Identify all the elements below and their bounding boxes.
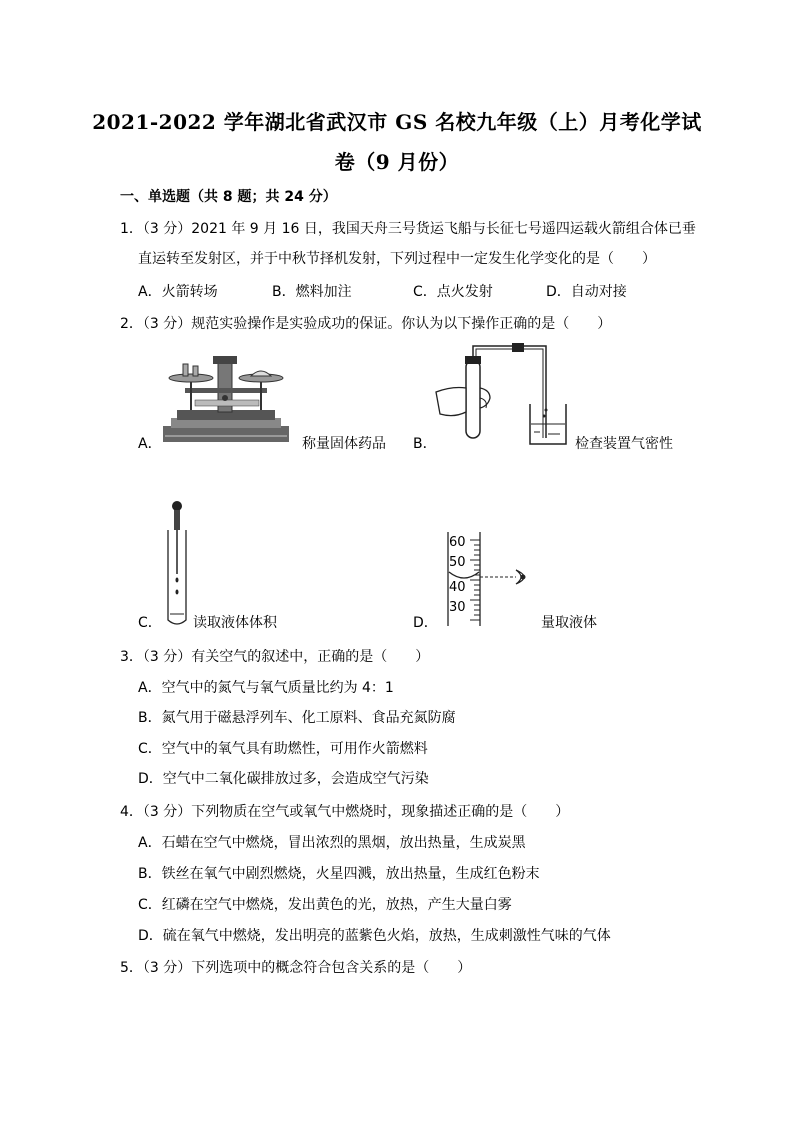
exam-title-line1: 2021-2022 学年湖北省武汉市 GS 名校九年级（上）月考化学试 (92, 110, 702, 134)
q1-option-a: A．火箭转场 (138, 284, 218, 300)
q4-option-c: C．红磷在空气中燃烧，发出黄色的光，放热，产生大量白雾 (138, 897, 512, 913)
q2-option-a-caption: 称量固体药品 (302, 436, 386, 452)
q3-option-d: D．空气中二氧化碳排放过多，会造成空气污染 (138, 771, 429, 787)
scale-label-50: 50 (449, 555, 466, 570)
scale-label-40: 40 (449, 580, 466, 595)
q2-stem: 2．（3 分）规范实验操作是实验成功的保证。你认为以下操作正确的是（ ） (120, 316, 612, 332)
exam-title-line2: 卷（9 月份） (334, 150, 460, 174)
q3-option-a: A．空气中的氮气与氧气质量比约为 4：1 (138, 680, 394, 696)
q5-stem: 5．（3 分）下列选项中的概念符合包含关系的是（ ） (120, 960, 472, 976)
q2-option-a-label: A． (138, 436, 162, 452)
balance-figure (155, 352, 295, 448)
q2-option-b-label: B． (413, 436, 437, 452)
dropper-tube-figure (162, 500, 192, 630)
q1-stem-line1: 1．（3 分）2021 年 9 月 16 日，我国天舟三号货运飞船与长征七号遥四运载火箭组合体已垂 (120, 221, 696, 237)
scale-label-60: 60 (449, 535, 466, 550)
q3-option-c: C．空气中的氧气具有助燃性，可用作火箭燃料 (138, 741, 428, 757)
airtightness-figure (432, 342, 572, 450)
q1-stem-line2: 直运转至发射区，并于中秋节择机发射，下列过程中一定发生化学变化的是（ ） (138, 251, 656, 267)
q2-option-c-label: C． (138, 615, 162, 631)
q4-option-d: D．硫在氧气中燃烧，发出明亮的蓝紫色火焰，放热，生成刺激性气味的气体 (138, 928, 611, 944)
q4-option-a: A．石蜡在空气中燃烧，冒出浓烈的黑烟，放出热量，生成炭黑 (138, 835, 526, 851)
scale-label-30: 30 (449, 600, 466, 615)
q1-option-c: C．点火发射 (413, 284, 493, 300)
q2-option-d-label: D． (413, 615, 438, 631)
q2-option-d-caption: 量取液体 (541, 615, 597, 631)
section-heading: 一、单选题（共 8 题；共 24 分） (120, 189, 337, 205)
q1-option-d: D．自动对接 (546, 284, 627, 300)
q2-option-c-caption: 读取液体体积 (193, 615, 277, 631)
q3-stem: 3．（3 分）有关空气的叙述中，正确的是（ ） (120, 649, 430, 665)
q4-stem: 4．（3 分）下列物质在空气或氧气中燃烧时，现象描述正确的是（ ） (120, 804, 570, 820)
q4-option-b: B．铁丝在氧气中剧烈燃烧，火星四溅，放出热量，生成红色粉末 (138, 866, 540, 882)
q2-option-b-caption: 检查装置气密性 (575, 436, 673, 452)
q1-option-b: B．燃料加注 (272, 284, 352, 300)
q3-option-b: B．氮气用于磁悬浮列车、化工原料、食品充氮防腐 (138, 710, 456, 726)
